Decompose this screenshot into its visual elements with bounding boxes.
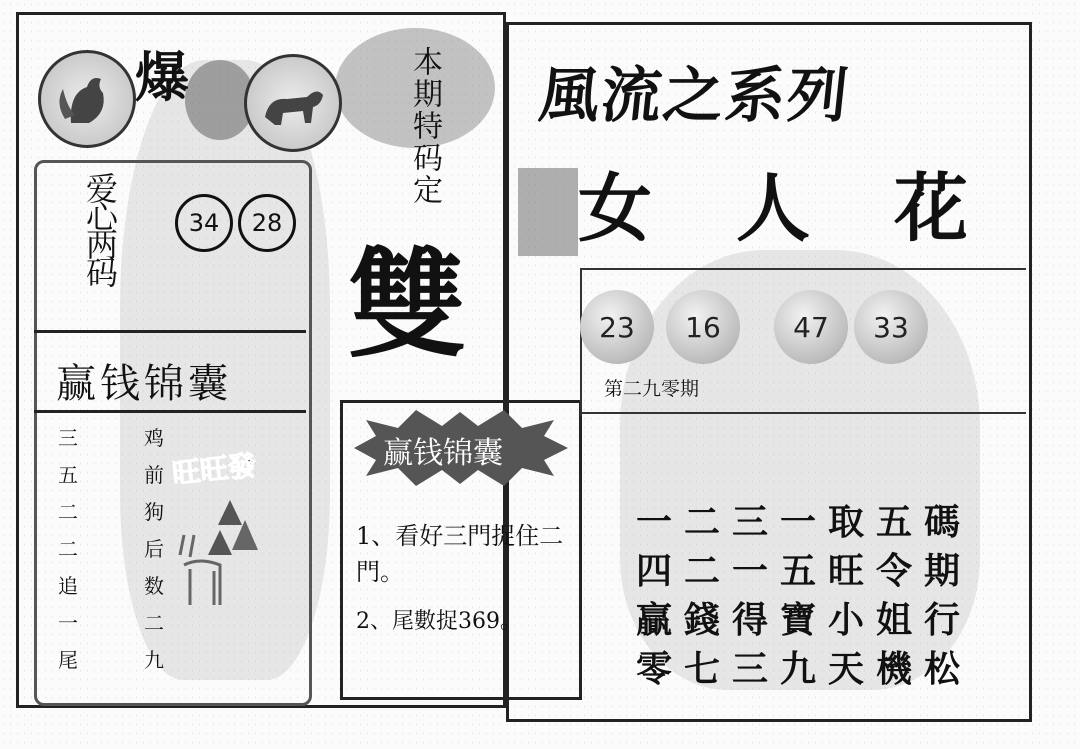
poem-char: 寶 — [779, 599, 816, 641]
poem-char: 四 — [635, 550, 672, 592]
divider — [34, 410, 306, 413]
rooster-zodiac-icon — [38, 50, 136, 148]
list-item: 二 — [58, 537, 78, 561]
poem-char: 一 — [731, 550, 768, 592]
shuang-character: 雙 — [348, 235, 467, 374]
number-ball-1: 23 — [580, 290, 654, 364]
love-number-2: 28 — [238, 194, 296, 252]
bao-character: 爆 — [135, 45, 189, 109]
number-ball-2: 16 — [666, 290, 740, 364]
list-item: 狗 — [144, 500, 164, 524]
list-left-col — [58, 420, 78, 679]
list-item: 鸡 — [144, 426, 164, 450]
poem-grid — [630, 498, 966, 694]
poem-char: 錢 — [683, 599, 720, 641]
poem-row — [630, 596, 966, 645]
poem-char: 天 — [827, 648, 864, 690]
poem-char: 五 — [779, 550, 816, 592]
poem-char: 得 — [731, 599, 768, 641]
love-number-1: 34 — [175, 194, 233, 252]
list-item: 五 — [58, 463, 78, 487]
list-item: 三 — [58, 426, 78, 450]
issue-label: 第二九零期 — [604, 379, 700, 400]
poem-char: 取 — [827, 501, 864, 543]
tips-title: 赢钱锦囊 — [383, 436, 503, 471]
list-item: 一 — [58, 611, 78, 635]
tip-2: 2、尾數捉369。 — [356, 609, 522, 634]
poem-char: 二 — [683, 550, 720, 592]
number-ball-4: 33 — [854, 290, 928, 364]
poem-char: 松 — [923, 648, 960, 690]
series-title: 風流之系列 — [535, 61, 854, 131]
poem-char: 三 — [731, 501, 768, 543]
poem-char: 機 — [875, 648, 912, 690]
list-item: 九 — [144, 648, 164, 672]
special-code-label: 本期特码定 — [407, 46, 442, 206]
list-item: 前 — [144, 463, 164, 487]
poem-char: 三 — [731, 648, 768, 690]
poem-char: 七 — [683, 648, 720, 690]
tip-1: 1、看好三門捉住二門。 — [356, 522, 564, 586]
dog-zodiac-icon — [244, 54, 342, 152]
list-item: 数 — [144, 574, 164, 598]
divider — [580, 268, 582, 416]
poem-row — [630, 547, 966, 596]
number-ball-3: 47 — [774, 290, 848, 364]
poem-char: 碼 — [923, 501, 960, 543]
reindeer-trees-image — [170, 495, 260, 619]
poem-char: 二 — [683, 501, 720, 543]
divider — [580, 268, 1026, 270]
poem-row — [630, 645, 966, 694]
list-right-col — [144, 420, 164, 679]
list-item: 追 — [58, 574, 78, 598]
poem-char: 旺 — [827, 550, 864, 592]
list-item: 后 — [144, 537, 164, 561]
list-item: 二 — [58, 500, 78, 524]
poem-char: 期 — [923, 550, 960, 592]
woman-flower-title: 女人花 — [578, 166, 1052, 252]
divider — [580, 412, 1026, 414]
poem-char: 九 — [779, 648, 816, 690]
poem-char: 五 — [875, 501, 912, 543]
poem-char: 一 — [779, 501, 816, 543]
poem-row — [630, 498, 966, 547]
list-item: 尾 — [58, 648, 78, 672]
poem-char: 贏 — [635, 599, 672, 641]
poem-char: 姐 — [875, 599, 912, 641]
poem-char: 零 — [635, 648, 672, 690]
left-title: 赢钱锦囊 — [56, 361, 232, 407]
poem-char: 小 — [827, 599, 864, 641]
header-flowers-image — [518, 168, 578, 256]
poem-char: 行 — [923, 599, 960, 641]
love-label: 爱心两码 — [81, 172, 119, 284]
list-item: 二 — [144, 611, 164, 635]
divider — [34, 330, 306, 333]
poem-char: 一 — [635, 501, 672, 543]
poem-char: 令 — [875, 550, 912, 592]
wangwangfa-stamp: 旺旺發 — [170, 448, 258, 491]
